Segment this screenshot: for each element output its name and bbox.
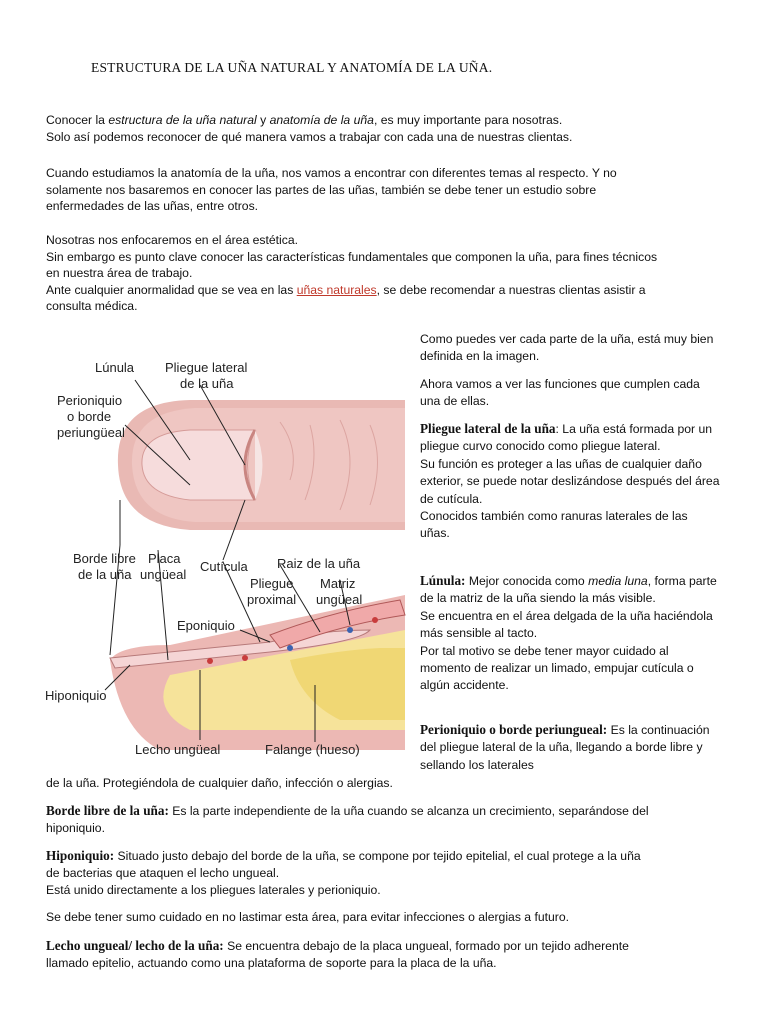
label-placa-1: Placa: [148, 551, 181, 566]
intro-paragraph: Conocer la estructura de la uña natural y anatomía de la uña, es muy importante para nosotras. Solo así podemos reconocer de qué manera vamos a trabajar con cada una de nuestras clientas.: [46, 113, 573, 144]
lunula-section: Lúnula: Mejor conocida como media luna, forma parte de la matriz de la uña siendo la más visible. Se encuentra en el área delgada de la uña haciéndola más sensible al tacto. Por tal motivo se debe tener mayor cuidado al momento de realizar un limado, empujar cutícula o algún accidente.: [420, 573, 717, 693]
page-title: ESTRUCTURA DE LA UÑA NATURAL Y ANATOMÍA DE LA UÑA.: [91, 60, 493, 75]
label-perioniquio-3: periungüeal: [57, 425, 125, 440]
label-hiponiquio: Hiponiquio: [45, 688, 107, 703]
label-matriz-1: Matriz: [320, 576, 356, 591]
label-placa-2: ungüeal: [140, 567, 187, 582]
label-pliegue-proximal-1: Pliegue: [250, 576, 294, 591]
warning-paragraph: Se debe tener sumo cuidado en no lastimar esta área, para evitar infecciones o alergias a futuro.: [46, 910, 570, 924]
label-perioniquio-2: o borde: [67, 409, 112, 424]
label-raiz: Raiz de la uña: [277, 556, 361, 571]
label-pliegue-proximal-2: proximal: [247, 592, 297, 607]
focus-paragraph: Nosotras nos enfocaremos en el área estética. Sin embargo es punto clave conocer las características fundamentales que componen la uña, para fines técnicos en nuestra área de trabajo. Ante cualquier anormalidad que se vea en las uñas naturales, se debe recomendar a nuestras clientas asistir a consulta médica.: [46, 233, 658, 314]
label-cuticula: Cutícula: [200, 559, 248, 574]
label-borde-libre-1: Borde libre: [73, 551, 136, 566]
label-borde-libre-2: de la uña: [78, 567, 132, 582]
functions-intro: Ahora vamos a ver las funciones que cumplen cada una de ellas.: [420, 377, 700, 409]
perioniquio-section: Perioniquio o borde periungueal: Es la continuación del pliegue lateral de la uña, llegando a borde libre y sellando los laterales: [420, 722, 710, 772]
label-eponiquio: Eponiquio: [177, 618, 235, 633]
finger-top-view: [118, 400, 405, 530]
pliegue-lateral-section: Pliegue lateral de la uña: La uña está formada por un pliegue curvo conocido como pliegue lateral. Su función es proteger a las uñas de cualquier daño exterior, se puede notar deslizándose después del área de cutícula. Conocidos también como ranuras laterales de las uñas.: [420, 421, 720, 541]
label-lunula: Lúnula: [95, 360, 135, 375]
perioniquio-continuation: de la uña. Protegiéndola de cualquier daño, infección o alergias.: [46, 776, 393, 790]
intro-right: Como puedes ver cada parte de la uña, está muy bien definida en la imagen.: [420, 332, 714, 364]
label-lecho: Lecho ungüeal: [135, 742, 221, 757]
nail-anatomy-diagram: [40, 330, 410, 770]
finger-section: [110, 595, 405, 750]
natural-nails-link[interactable]: uñas naturales: [296, 282, 377, 297]
label-matriz-2: ungüeal: [316, 592, 363, 607]
label-falange: Falange (hueso): [265, 742, 360, 757]
label-perioniquio-1: Perioniquio: [57, 393, 123, 408]
hiponiquio-section: Hiponiquio: Situado justo debajo del borde de la uña, se compone por tejido epitelial, el cual protege a la uña de bacterias que ataquen el lecho ungueal. Está unido directamente a los pliegues laterales y perioniquio.: [46, 848, 641, 897]
label-pliegue-lateral-2: de la uña: [180, 376, 234, 391]
anatomy-paragraph: Cuando estudiamos la anatomía de la uña, nos vamos a encontrar con diferentes temas al respecto. Y no solamente nos basaremos en conocer las partes de las uñas, también se debe tener un estudio sobre enfermedades de las uñas, entre otros.: [46, 166, 617, 214]
lecho-section: Lecho ungueal/ lecho de la uña: Se encuentra debajo de la placa ungueal, formado por un tejido adherente llamado epitelio, actuando como una plataforma de soporte para la placa de la uña.: [46, 938, 629, 970]
borde-libre-section: Borde libre de la uña: Es la parte independiente de la uña cuando se alcanza un crecimiento, separándose del hiponiquio.: [46, 803, 649, 835]
label-pliegue-lateral-1: Pliegue lateral: [165, 360, 248, 375]
